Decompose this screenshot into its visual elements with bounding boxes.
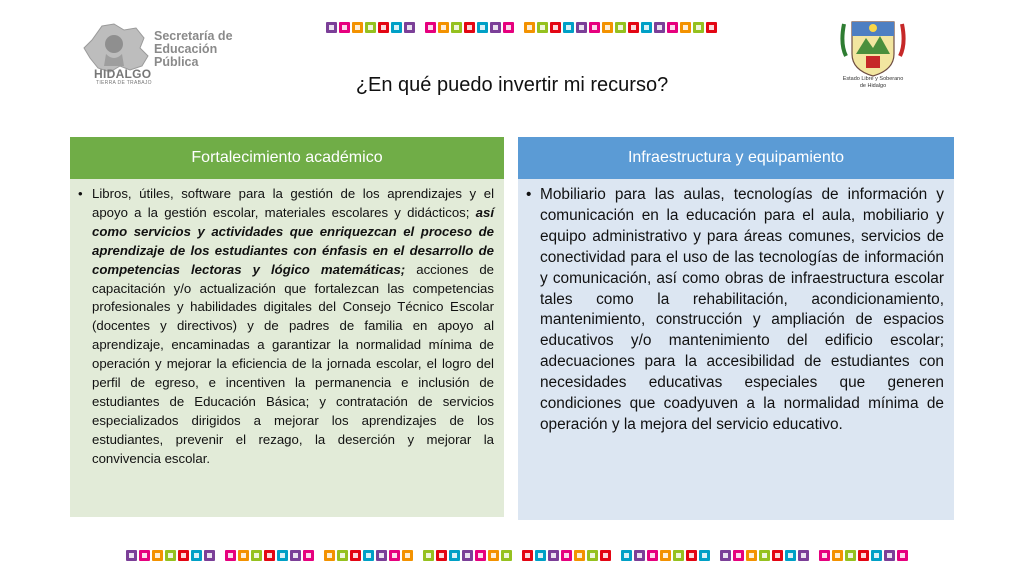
pattern-square bbox=[339, 22, 350, 33]
pattern-square bbox=[376, 550, 387, 561]
pattern-square bbox=[204, 550, 215, 561]
pattern-square bbox=[423, 550, 434, 561]
pattern-square bbox=[438, 22, 449, 33]
sep-logo-line3: Pública bbox=[154, 55, 199, 69]
pattern-square bbox=[449, 550, 460, 561]
pattern-square bbox=[425, 22, 436, 33]
pattern-square bbox=[152, 550, 163, 561]
pattern-square bbox=[352, 22, 363, 33]
pattern-square bbox=[667, 22, 678, 33]
pattern-square bbox=[326, 22, 337, 33]
pattern-square bbox=[378, 22, 389, 33]
pattern-square bbox=[238, 550, 249, 561]
pattern-square bbox=[501, 550, 512, 561]
card-right-paragraph: Mobiliario para las aulas, tecnologías de información y comunicación en la educación para el aula, mobiliario y equipo administrativo y para áreas comunes, servicios de conectividad para el uso de las tecnologías de información y comunicación, así como obras de infraestructura escolar tales como la rehabilitación, acondicionamiento, mantenimiento, construcción y ampliación de espacios educativos y/o mantenimiento del edificio escolar; adecuaciones para la accesibilidad de estudiantes con necesidades educativas especiales que generen condiciones que coadyuven a la normalidad mínima de operación y la mejora del servicio educativo. bbox=[540, 186, 944, 433]
pattern-square bbox=[191, 550, 202, 561]
pattern-square bbox=[832, 550, 843, 561]
pattern-square bbox=[462, 550, 473, 561]
decorative-pattern-bottom bbox=[126, 550, 908, 561]
pattern-square bbox=[576, 22, 587, 33]
pattern-square bbox=[634, 550, 645, 561]
coat-caption-line2: de Hidalgo bbox=[859, 82, 887, 89]
pattern-square bbox=[897, 550, 908, 561]
card-left-text-part2: acciones de capacitación y/o actualización que fortalezcan las competencias profesionales y habilidades digitales del Consejo Técnico Escolar (docentes y directivos) y de padres de familia en apoyo al aprendizaje, encaminadas a garantizar la normalidad mínima de operación y mejorar la eficiencia de la jornada escolar, el logro del perfil de egreso, e incentiven la permanencia e inclusión de estudiantes de Educación Básica; y contratación de servicios especializados dirigidos a mejorar los aprendizajes de los estudiantes, prevenir el rezago, la deserción y mejorar la convivencia escolar. bbox=[92, 261, 494, 466]
sep-logo-text bbox=[154, 30, 233, 69]
pattern-square bbox=[660, 550, 671, 561]
pattern-square bbox=[563, 22, 574, 33]
card-left-body bbox=[70, 179, 504, 469]
pattern-square bbox=[404, 22, 415, 33]
pattern-square bbox=[436, 550, 447, 561]
pattern-square bbox=[574, 550, 585, 561]
pattern-square bbox=[819, 550, 830, 561]
pattern-square bbox=[165, 550, 176, 561]
sep-logo-line1: Secretaría de bbox=[154, 29, 233, 43]
pattern-square bbox=[600, 550, 611, 561]
pattern-square bbox=[522, 550, 533, 561]
page-title: ¿En qué puedo invertir mi recurso? bbox=[355, 74, 669, 96]
pattern-square bbox=[490, 22, 501, 33]
pattern-square bbox=[303, 550, 314, 561]
pattern-square bbox=[324, 550, 335, 561]
card-left-paragraph bbox=[92, 185, 494, 469]
pattern-square bbox=[561, 550, 572, 561]
pattern-square bbox=[884, 550, 895, 561]
pattern-square bbox=[641, 22, 652, 33]
pattern-square bbox=[621, 550, 632, 561]
decorative-pattern-top bbox=[326, 22, 717, 33]
pattern-square bbox=[503, 22, 514, 33]
pattern-square bbox=[759, 550, 770, 561]
pattern-square bbox=[693, 22, 704, 33]
pattern-square bbox=[772, 550, 783, 561]
pattern-square bbox=[389, 550, 400, 561]
pattern-square bbox=[699, 550, 710, 561]
bullet-icon: • bbox=[526, 186, 532, 203]
sep-logo-state: HIDALGO bbox=[94, 67, 152, 81]
pattern-square bbox=[524, 22, 535, 33]
pattern-square bbox=[537, 22, 548, 33]
pattern-square bbox=[477, 22, 488, 33]
pattern-square bbox=[251, 550, 262, 561]
card-left-heading: Fortalecimiento académico bbox=[70, 137, 504, 179]
card-infraestructura bbox=[518, 137, 954, 520]
pattern-square bbox=[548, 550, 559, 561]
pattern-square bbox=[589, 22, 600, 33]
pattern-square bbox=[391, 22, 402, 33]
pattern-square bbox=[706, 22, 717, 33]
pattern-square bbox=[535, 550, 546, 561]
pattern-square bbox=[264, 550, 275, 561]
pattern-square bbox=[363, 550, 374, 561]
pattern-square bbox=[464, 22, 475, 33]
pattern-square bbox=[686, 550, 697, 561]
pattern-square bbox=[550, 22, 561, 33]
pattern-square bbox=[178, 550, 189, 561]
pattern-square bbox=[350, 550, 361, 561]
pattern-square bbox=[680, 22, 691, 33]
sep-logo-line2: Educación bbox=[154, 42, 218, 56]
pattern-square bbox=[451, 22, 462, 33]
pattern-square bbox=[871, 550, 882, 561]
coat-caption-line1: Estado Libre y Soberano bbox=[842, 76, 904, 82]
pattern-square bbox=[673, 550, 684, 561]
pattern-square bbox=[746, 550, 757, 561]
card-left-text-part1: Libros, útiles, software para la gestión de los aprendizajes y el apoyo a la gestión escolar, materiales escolares y didácticos; bbox=[92, 186, 494, 220]
pattern-square bbox=[858, 550, 869, 561]
pattern-square bbox=[402, 550, 413, 561]
card-right-body bbox=[518, 179, 954, 436]
pattern-square bbox=[785, 550, 796, 561]
pattern-square bbox=[720, 550, 731, 561]
pattern-square bbox=[277, 550, 288, 561]
pattern-square bbox=[733, 550, 744, 561]
card-right-heading: Infraestructura y equipamiento bbox=[518, 137, 954, 179]
pattern-square bbox=[488, 550, 499, 561]
pattern-square bbox=[602, 22, 613, 33]
pattern-square bbox=[647, 550, 658, 561]
card-fortalecimiento bbox=[70, 137, 504, 517]
pattern-square bbox=[845, 550, 856, 561]
pattern-square bbox=[139, 550, 150, 561]
pattern-square bbox=[798, 550, 809, 561]
pattern-square bbox=[126, 550, 137, 561]
card-left-text-emphasis: así como servicios y actividades que enriquezcan el proceso de aprendizaje de los estudiantes con énfasis en el desarrollo de competencias lectoras y lógico matemáticas; bbox=[92, 204, 494, 277]
pattern-square bbox=[475, 550, 486, 561]
pattern-square bbox=[290, 550, 301, 561]
bullet-icon: • bbox=[78, 186, 83, 201]
pattern-square bbox=[628, 22, 639, 33]
pattern-square bbox=[337, 550, 348, 561]
pattern-square bbox=[587, 550, 598, 561]
pattern-square bbox=[615, 22, 626, 33]
pattern-square bbox=[654, 22, 665, 33]
sep-logo-tagline: TIERRA DE TRABAJO bbox=[96, 80, 152, 86]
pattern-square bbox=[225, 550, 236, 561]
pattern-square bbox=[365, 22, 376, 33]
